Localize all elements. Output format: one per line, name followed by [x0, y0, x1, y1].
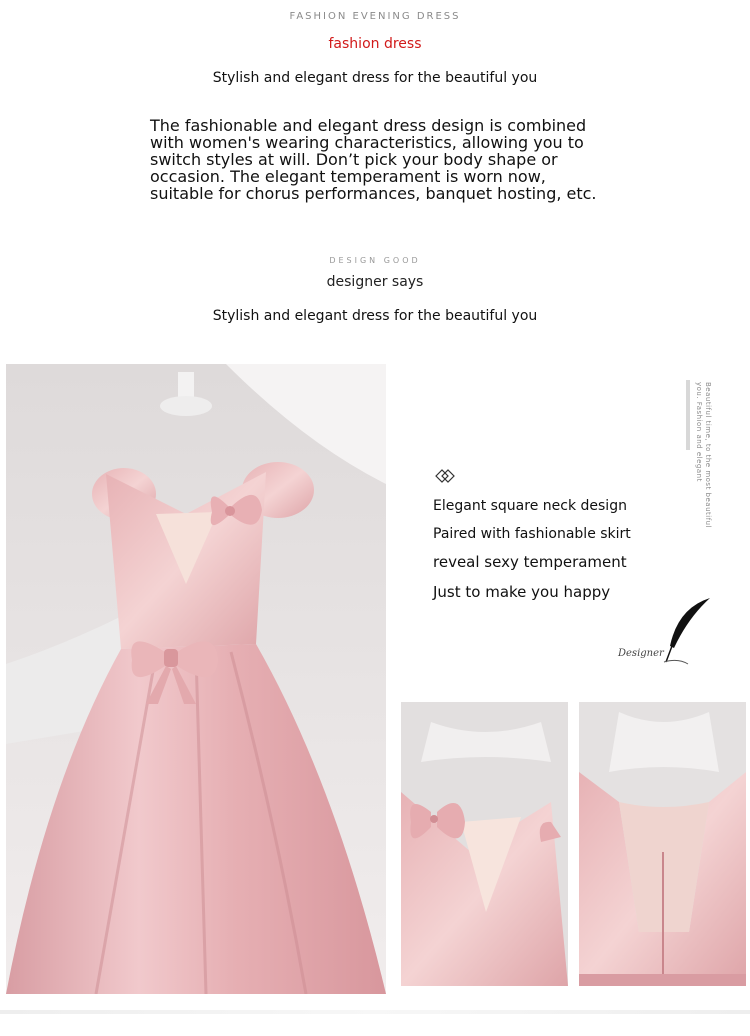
designer-eyebrow: DESIGN GOOD [329, 256, 421, 265]
detail-front-photo [401, 702, 568, 986]
header-eyebrow: FASHION EVENING DRESS [289, 11, 461, 22]
feature-item: reveal sexy temperament [433, 553, 627, 571]
decorative-stripe [686, 380, 690, 450]
intro-paragraph: The fashionable and elegant dress design is combined with women's wearing characteristics, allowing you to switch styles at will. Don’t pick your body shape or occasion. The elegant temperament is worn now, suitable for chorus performances, banquet hosting, etc. [150, 116, 597, 203]
detail-back-photo [579, 702, 746, 986]
designer-says-title: designer says [326, 274, 424, 290]
detail-front-illustration [401, 702, 568, 986]
diamond-outline-icon [434, 468, 456, 484]
bottom-divider [0, 1010, 750, 1014]
designer-tagline: Stylish and elegant dress for the beautiful you [212, 308, 538, 324]
header-tagline: Stylish and elegant dress for the beautiful you [212, 70, 538, 86]
vertical-note: Beautiful time, to the most beautiful you. Fashion and elegant [695, 382, 712, 529]
feature-item: Just to make you happy [433, 583, 611, 601]
signature-text: Designer [618, 648, 664, 659]
feature-item: Paired with fashionable skirt [433, 526, 631, 542]
feature-item: Elegant square neck design [433, 498, 627, 514]
main-dress-illustration [6, 364, 386, 994]
header-title: fashion dress [328, 36, 422, 52]
feature-panel [386, 364, 750, 700]
main-dress-photo [6, 364, 386, 994]
detail-back-illustration [579, 702, 746, 986]
designer-signature [618, 596, 718, 668]
